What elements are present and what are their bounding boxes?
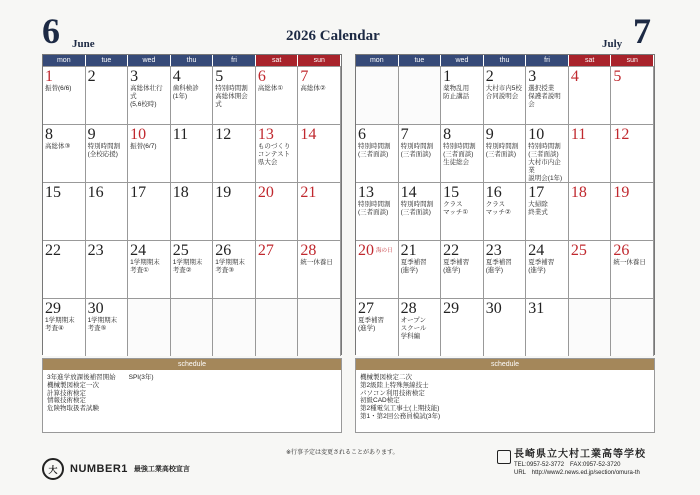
june-schedule-list [43,370,341,417]
day-event: 高総体① [257,85,284,92]
day-cell [298,182,341,240]
day-number: 28 [300,242,317,259]
weekday-header: sun [298,55,341,66]
weekday-header: fri [526,55,569,66]
day-number: 6 [257,68,266,85]
day-cell [441,124,484,182]
day-number: 26 [215,242,232,259]
day-number: 7 [400,126,409,143]
schedule-item: 第2種電気工事士(上期技能) [360,405,440,413]
day-number: 24 [130,242,147,259]
schedule-item: 危険物取扱者試験 [47,405,99,413]
day-number: 3 [130,68,139,85]
day-cell [86,124,129,182]
june-schedule-box [42,358,342,433]
day-cell [484,66,527,124]
day-cell [128,298,171,356]
day-number: 10 [528,126,545,143]
schedule-item: パソコン利用技術検定 [360,389,425,397]
day-event: 夏季補習 (進学) [400,259,427,274]
holiday-label: 海の日 [376,248,393,254]
day-number: 22 [443,242,460,259]
day-event: クラス マッチ② [485,201,511,216]
day-event: 夏季補習 (進学) [528,259,555,274]
weekday-header: thu [484,55,527,66]
month-number-july: 7 [633,11,651,51]
weekday-header: sat [256,55,299,66]
july-schedule-list [356,370,654,425]
day-cell [611,66,654,124]
day-cell [256,66,299,124]
weekday-header: mon [356,55,399,66]
day-cell [569,66,612,124]
weekday-header: tue [86,55,129,66]
day-cell [86,240,129,298]
day-number: 23 [485,242,502,259]
day-cell [298,66,341,124]
day-cell [86,298,129,356]
day-number: 11 [570,126,587,143]
day-number: 21 [300,184,317,201]
day-cell [526,124,569,182]
day-number: 24 [528,242,545,259]
day-cell [611,124,654,182]
day-event: 選択授業 保護者説明会 [528,85,561,108]
day-cell [213,182,256,240]
day-cell [399,240,442,298]
day-number: 6 [358,126,366,143]
day-cell [171,240,214,298]
day-event: 1学期期末 考査① [130,259,160,274]
schedule-heading: schedule [356,359,654,370]
day-event: 特別時間割 (三者面談) 大村市内企業 説明会(1年) [528,143,563,182]
day-cell [298,124,341,182]
change-note: ※行事予定は変更されることがあります。 [286,450,399,456]
weekday-header: mon [43,55,86,66]
day-cell [256,182,299,240]
school-logo-icon: 大 [42,458,64,480]
day-cell [441,240,484,298]
day-number: 29 [45,300,61,317]
day-cell [213,298,256,356]
day-cell [43,298,86,356]
month-name-june: June [72,38,95,50]
schedule-item: 3年進学放課後補習開始 SPI(3年) [47,374,154,381]
day-event: ものづくり コンテスト 県大会 [257,143,291,166]
day-event: 特別時間割 高総体開会式 [215,85,248,108]
weekday-header: tue [399,55,442,66]
day-event: 特別時間割 (三者面談) [358,201,391,216]
day-cell [298,298,341,356]
day-number: 4 [570,68,579,85]
schedule-item: 第1・第2回公務員模試(3年) [360,412,441,420]
day-event: 特別時間割 (三者面談) [485,143,519,158]
day-number: 4 [172,68,181,85]
day-number: 25 [172,242,189,259]
day-cell [171,124,214,182]
day-number: 27 [358,300,374,317]
day-number: 18 [570,184,587,201]
day-number: 29 [443,300,460,317]
day-cell [569,124,612,182]
day-event: 特別時間割 (全校応援) [87,143,121,158]
day-cell [484,182,527,240]
school-url: URL http://www2.news.ed.jp/section/omura-th [514,470,640,476]
day-cell [213,240,256,298]
day-cell [441,182,484,240]
day-cell [526,298,569,356]
schedule-item: 機械製図検定一次 [47,381,99,389]
day-number: 22 [45,242,61,259]
day-cell [484,298,527,356]
school-name: 長崎県立大村工業高等学校 [514,449,646,460]
day-cell [298,240,341,298]
day-cell [128,124,171,182]
day-cell [43,240,86,298]
calendar-title: 2026 Calendar [286,28,380,44]
school-info [514,451,646,477]
day-cell [256,298,299,356]
day-event: 特別時間割 (三者面談) [358,143,391,158]
day-cell [86,66,129,124]
day-cell [399,66,442,124]
month-name-july: July [602,38,623,50]
day-event: 1学期期末 考査② [172,259,203,274]
day-cell [213,124,256,182]
day-cell [171,182,214,240]
weekday-header: fri [213,55,256,66]
day-number: 30 [485,300,502,317]
day-number: 30 [87,300,104,317]
day-event: 特別時間割 (三者面談) [400,201,434,216]
day-number: 17 [130,184,147,201]
day-number: 16 [485,184,502,201]
day-cell [356,298,399,356]
day-event: 1学期期末 考査④ [45,317,75,332]
weekday-header: wed [441,55,484,66]
day-cell [611,182,654,240]
day-event: 薬物乱用 防止講話 [443,85,470,100]
calendar-header [0,0,700,56]
day-cell [356,240,399,298]
school-phone: TEL:0957-52-3772 FAX:0957-52-3720 [514,462,621,468]
brand-footer [42,458,190,480]
day-number: 13 [358,184,374,201]
day-number: 27 [257,242,274,259]
day-cell [213,66,256,124]
day-number: 23 [87,242,104,259]
schedule-item: 第2級陸上特殊無線技士 [360,381,429,389]
day-event: 夏季補習 (進学) [443,259,470,274]
day-event: 特別時間割 (三者面談) [400,143,434,158]
month-number-june: 6 [42,11,60,51]
day-cell [569,298,612,356]
day-cell [43,66,86,124]
day-cell [526,66,569,124]
day-number: 2 [87,68,96,85]
day-cell [611,240,654,298]
day-event: オープン スクール 学科編 [400,317,427,340]
day-cell [611,298,654,356]
day-event: クラス マッチ① [443,201,469,216]
june-calendar-grid [42,54,342,355]
day-cell [43,124,86,182]
day-cell [356,182,399,240]
day-number: 8 [45,126,53,143]
day-cell [128,240,171,298]
day-cell [569,240,612,298]
day-cell [128,66,171,124]
day-cell [256,240,299,298]
day-cell [399,298,442,356]
schedule-item: 機械製図検定二次 [360,374,412,381]
day-number: 15 [443,184,460,201]
day-event: 1学期期末 考査⑤ [87,317,118,332]
day-event: 1学期期末 考査③ [215,259,245,274]
day-cell [526,182,569,240]
weekday-header: sun [611,55,654,66]
day-number: 5 [215,68,224,85]
day-cell [356,124,399,182]
day-cell [441,66,484,124]
schedule-item: 初級CAD検定 [360,397,400,405]
weekday-header: wed [128,55,171,66]
day-event: 大村市内5校 合同説明会 [485,85,522,100]
brand-name: NUMBER1 [70,463,128,475]
day-event: 振替(6/7) [130,143,157,150]
school-emblem-icon [497,450,511,464]
day-cell [356,66,399,124]
day-event: 統一休養日 [300,259,333,266]
day-number: 20 [358,242,374,259]
day-number: 1 [443,68,452,85]
day-cell [86,182,129,240]
day-number: 16 [87,184,104,201]
day-number: 31 [528,300,545,317]
day-number: 9 [485,126,494,143]
day-cell [399,124,442,182]
day-event: 歯科検診 (1年) [172,85,199,100]
day-cell [484,124,527,182]
day-cell [171,66,214,124]
day-number: 13 [257,126,274,143]
day-number: 8 [443,126,452,143]
day-number: 9 [87,126,96,143]
day-number: 7 [300,68,309,85]
day-event: 高総体壮行式 (5,6校時) [130,85,163,108]
day-cell [43,182,86,240]
day-number: 28 [400,300,417,317]
day-cell [484,240,527,298]
day-event: 高総体③ [45,143,71,150]
day-event: 統一休養日 [613,259,646,266]
day-event: 夏季補習 (進学) [358,317,384,332]
schedule-heading: schedule [43,359,341,370]
day-number: 20 [257,184,274,201]
day-cell [171,298,214,356]
day-number: 1 [45,68,53,85]
day-number: 3 [528,68,537,85]
day-number: 18 [172,184,189,201]
day-event: 振替(6/6) [45,85,72,92]
july-calendar-grid [355,54,655,355]
july-schedule-box [355,358,655,433]
day-number: 26 [613,242,630,259]
day-cell [569,182,612,240]
day-number: 17 [528,184,545,201]
day-number: 12 [215,126,232,143]
weekday-header: thu [171,55,214,66]
day-number: 19 [613,184,630,201]
day-cell [441,298,484,356]
day-cell [526,240,569,298]
day-event: 夏季補習 (進学) [485,259,512,274]
day-cell [256,124,299,182]
schedule-item: 計算技術検定 [47,389,86,397]
day-event: 特別時間割 (三者面談) 生徒総会 [443,143,476,166]
day-cell [128,182,171,240]
day-event: 大掃除 終業式 [528,201,548,216]
day-number: 10 [130,126,147,143]
day-number: 19 [215,184,232,201]
day-event: 高総体② [300,85,326,92]
day-number: 14 [400,184,417,201]
day-number: 15 [45,184,61,201]
schedule-item: 情報技術検定 [47,397,86,405]
weekday-header: sat [569,55,612,66]
day-number: 2 [485,68,494,85]
day-number: 5 [613,68,622,85]
brand-slogan: 最強工業高校宣言 [133,466,190,473]
day-cell [399,182,442,240]
day-number: 12 [613,126,630,143]
day-number: 21 [400,242,417,259]
day-number: 25 [570,242,587,259]
day-number: 11 [172,126,189,143]
day-number: 14 [300,126,317,143]
